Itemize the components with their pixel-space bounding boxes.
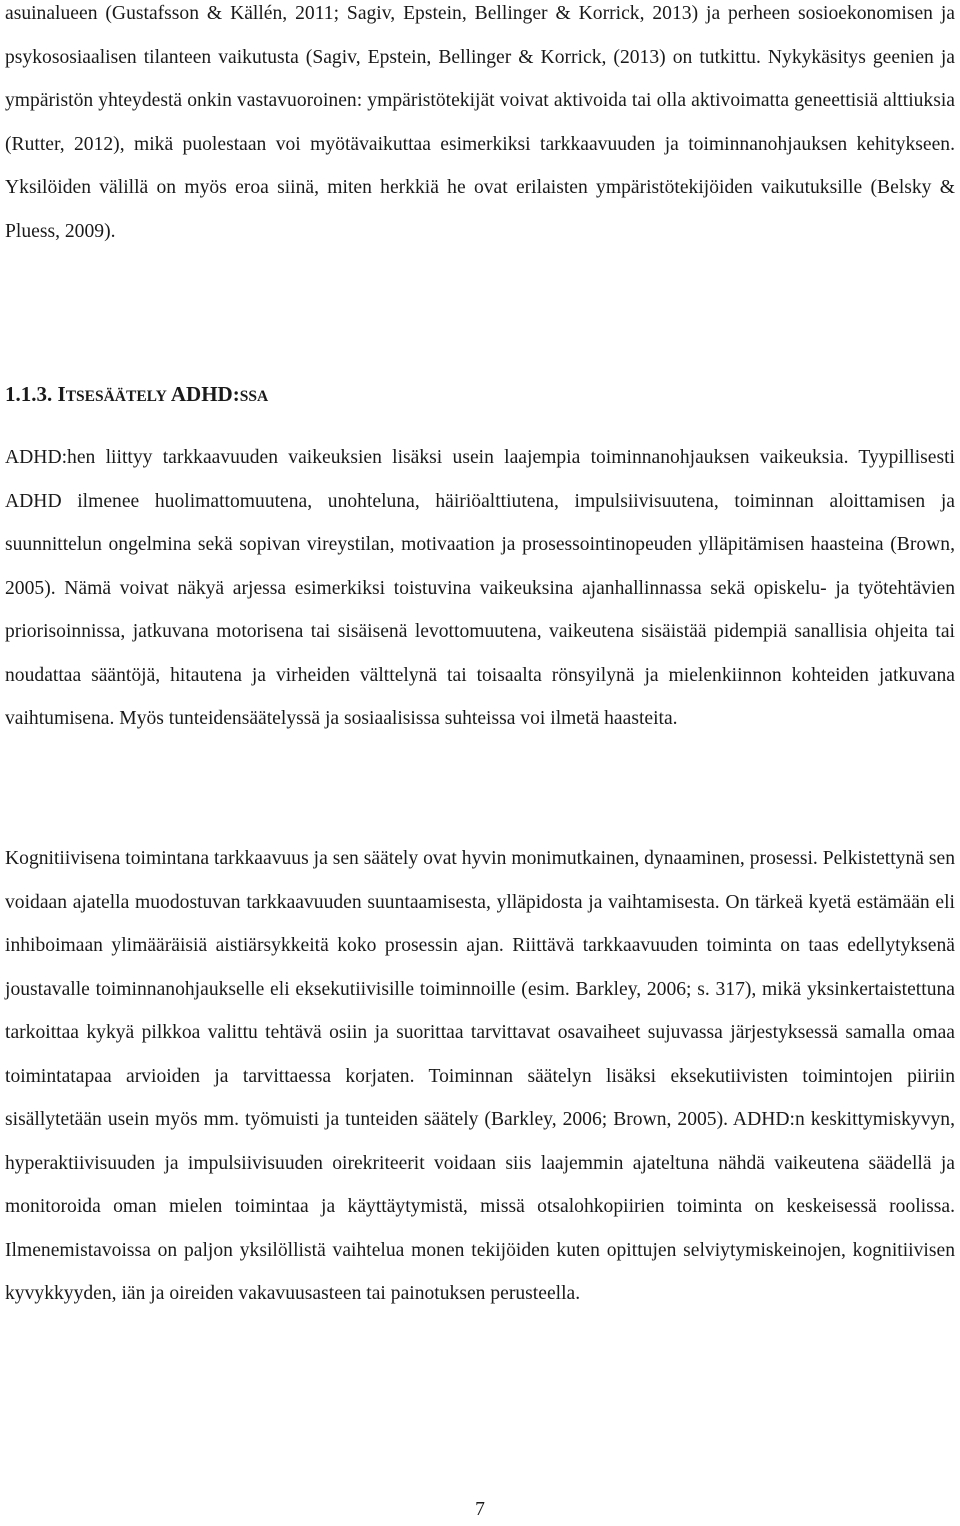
section-heading <box>5 372 955 419</box>
heading-smallcaps-2: SSA <box>239 388 269 405</box>
paragraph-attention-regulation: Kognitiivisena toimintana tarkkaavuus ja sen säätely ovat hyvin monimutkainen, dynaaminen, prosessi. Pelkistettynä sen voidaan ajatella muodostuvan tarkkaavuuden suuntaamisesta, ylläpidosta ja vaihtamisesta. On tärkeä kyetä estämään eli inhiboimaan ylimääräisiä aistiärsykkeitä koko prosessin ajan. Riittävä tarkkaavuuden toiminta on taas edellytyksenä joustavalle toiminnanohjaukselle eli eksekutiivisille toiminnoille (esim. Barkley, 2006; s. 317), mikä yksinkertaistettuna tarkoittaa kykyä pilkkoa valittu tehtävä osiin ja suorittaa tarvittavat osavaiheet sujuvassa järjestyksessä samalla omaa toimintatapaa arvioiden ja tarvittaessa korjaten. Toiminnan säätelyn lisäksi eksekutiivisten toimintojen piiriin sisällytetään usein myös mm. työmuisti ja tunteiden säätely (Barkley, 2006; Brown, 2005). ADHD:n keskittymiskyvyn, hyperaktiivisuuden ja impulsiivisuuden oirekriteerit voidaan siis laajemmin ajateltuna nähdä vaikeutena säädellä ja monitoroida oman mielen toimintaa ja käyttäytymistä, missä otsalohkopiirien toiminta on keskeisessä roolissa. Ilmenemistavoissa on paljon yksilöllistä vaihtelua monen tekijöiden kuten opittujen selviytymiskeinojen, kognitiivisen kyvykkyyden, iän ja oireiden vakavuusasteen tai painotuksen perusteella. <box>5 848 955 1304</box>
page-number: 7 <box>475 1499 485 1520</box>
section-number: 1.1.3. <box>5 382 53 406</box>
heading-adhd: ADHD: <box>166 382 240 406</box>
heading-initial: I <box>57 382 66 406</box>
paragraph-adhd-symptoms: ADHD:hen liittyy tarkkaavuuden vaikeuksien lisäksi usein laajempia toiminnanohjauksen vaikeuksia. Tyypillisesti ADHD ilmenee huolimattomuutena, unohteluna, häiriöalttiutena, impulsiivisuutena, toiminnan aloittamisen ja suunnittelun ongelmina sekä sopivan vireystilan, motivaation ja prosessointinopeuden ylläpitämisen haasteina (Brown, 2005). Nämä voivat näkyä arjessa esimerkiksi toistuvina vaikeuksina ajanhallinnassa sekä opiskelu- ja työtehtävien priorisoinnissa, jatkuvana motorisena tai sisäisenä levottomuutena, vaikeutena sisäistää pidempiä sanallisia ohjeita tai noudattaa sääntöjä, hitautena ja virheiden välttelynä tai toisaalta rönsyilynä ja mielenkiinnon kohteiden jatkuvana vaihtumisena. Myös tunteidensäätelyssä ja sosiaalisissa suhteissa voi ilmetä haasteita. <box>5 447 955 729</box>
heading-smallcaps-1: TSESÄÄTELY <box>65 388 167 405</box>
paragraph-environment-factors: asuinalueen (Gustafsson & Källén, 2011; Sagiv, Epstein, Bellinger & Korrick, 2013) ja perheen sosioekonomisen ja psykososiaalisen tilanteen vaikutusta (Sagiv, Epstein, Bellinger & Korrick, (2013) on tutkittu. Nykykäsitys geenien ja ympäristön yhteydestä onkin vastavuoroinen: ympäristötekijät voivat aktivoida tai olla aktivoimatta geneettisiä alttiuksia (Rutter, 2012), mikä puolestaan voi myötävaikuttaa esimerkiksi tarkkaavuuden ja toiminnanohjauksen kehitykseen. Yksilöiden välillä on myös eroa siinä, miten herkkiä he ovat erilaisten ympäristötekijöiden vaikutuksille (Belsky & Pluess, 2009). <box>5 3 955 242</box>
